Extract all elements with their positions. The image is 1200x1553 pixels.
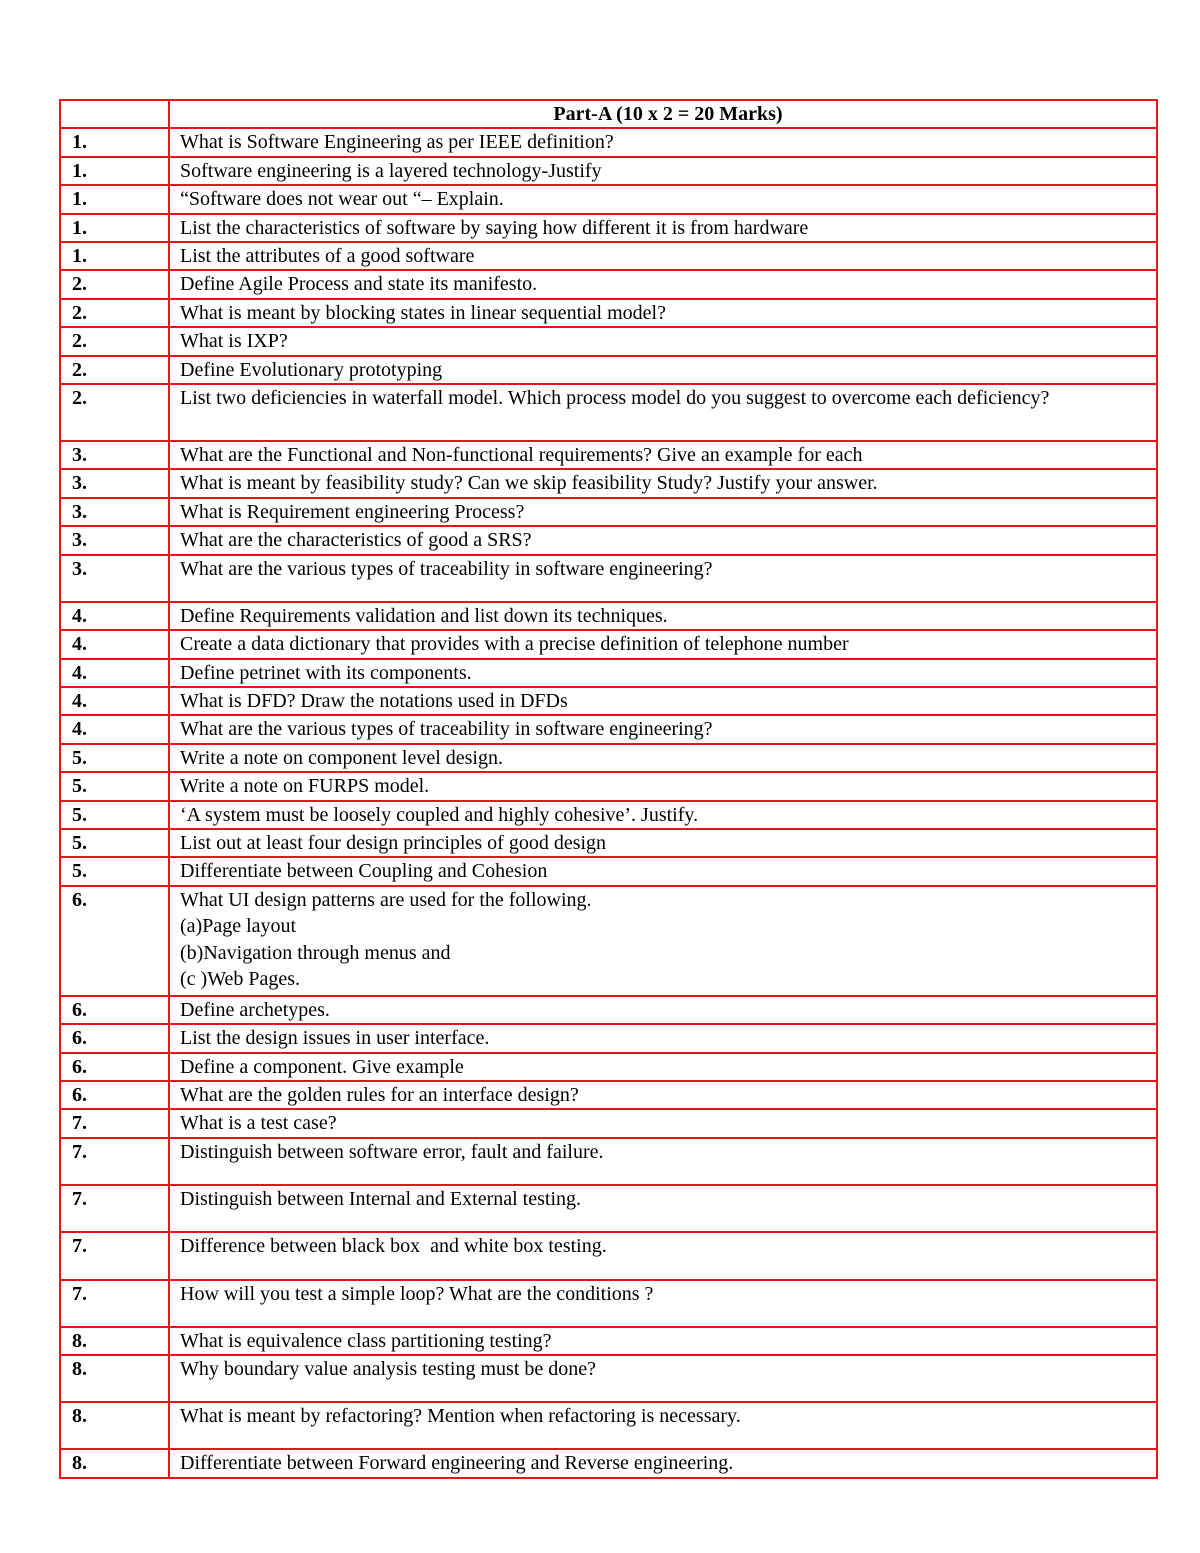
question-text: Differentiate between Forward engineering and Reverse engineering. <box>169 1449 1157 1477</box>
question-text: What is DFD? Draw the notations used in DFDs <box>169 687 1157 715</box>
question-unit-number: 4. <box>60 602 169 630</box>
question-unit-number: 5. <box>60 801 169 829</box>
table-row <box>60 772 1157 800</box>
table-row <box>60 185 1157 213</box>
table-row <box>60 270 1157 298</box>
table-row <box>60 526 1157 554</box>
question-text: List the attributes of a good software <box>169 242 1157 270</box>
question-text: What UI design patterns are used for the following. (a)Page layout (b)Navigation through menus and (c )Web Pages. <box>169 886 1157 996</box>
table-row <box>60 630 1157 658</box>
question-unit-number: 6. <box>60 1053 169 1081</box>
table-row <box>60 157 1157 185</box>
table-row <box>60 715 1157 743</box>
question-text: List the characteristics of software by saying how different it is from hardware <box>169 214 1157 242</box>
question-unit-number: 8. <box>60 1449 169 1477</box>
table-row <box>60 744 1157 772</box>
table-row <box>60 469 1157 497</box>
question-unit-number: 4. <box>60 715 169 743</box>
question-table-body <box>60 100 1157 1478</box>
table-row <box>60 829 1157 857</box>
question-text: What is meant by blocking states in linear sequential model? <box>169 299 1157 327</box>
question-text: Define archetypes. <box>169 996 1157 1024</box>
table-row <box>60 687 1157 715</box>
question-text: Write a note on component level design. <box>169 744 1157 772</box>
question-unit-number: 2. <box>60 384 169 441</box>
table-row <box>60 555 1157 602</box>
header-empty-cell <box>60 100 169 128</box>
question-unit-number: 2. <box>60 270 169 298</box>
question-unit-number: 1. <box>60 242 169 270</box>
question-unit-number: 7. <box>60 1232 169 1280</box>
question-unit-number: 6. <box>60 1024 169 1052</box>
question-unit-number: 3. <box>60 469 169 497</box>
question-text: What is a test case? <box>169 1109 1157 1137</box>
question-text: What are the various types of traceability in software engineering? <box>169 715 1157 743</box>
question-text: Create a data dictionary that provides with a precise definition of telephone number <box>169 630 1157 658</box>
question-text: How will you test a simple loop? What are the conditions ? <box>169 1280 1157 1327</box>
question-text: List out at least four design principles of good design <box>169 829 1157 857</box>
question-text: What is Requirement engineering Process? <box>169 498 1157 526</box>
table-row <box>60 214 1157 242</box>
question-unit-number: 4. <box>60 659 169 687</box>
question-text: What is Software Engineering as per IEEE definition? <box>169 128 1157 156</box>
table-row <box>60 857 1157 885</box>
question-unit-number: 3. <box>60 555 169 602</box>
question-text: Define petrinet with its components. <box>169 659 1157 687</box>
question-table <box>59 99 1158 1479</box>
question-unit-number: 6. <box>60 1081 169 1109</box>
table-row <box>60 327 1157 355</box>
table-row <box>60 299 1157 327</box>
table-row <box>60 1053 1157 1081</box>
table-row <box>60 1402 1157 1449</box>
question-unit-number: 8. <box>60 1355 169 1402</box>
question-unit-number: 1. <box>60 185 169 213</box>
question-text: What are the various types of traceability in software engineering? <box>169 555 1157 602</box>
table-header-row <box>60 100 1157 128</box>
table-row <box>60 1138 1157 1185</box>
question-text: Distinguish between Internal and External testing. <box>169 1185 1157 1232</box>
question-text: Differentiate between Coupling and Cohesion <box>169 857 1157 885</box>
question-text: Define Agile Process and state its manifesto. <box>169 270 1157 298</box>
question-text: What are the Functional and Non-functional requirements? Give an example for each <box>169 441 1157 469</box>
question-unit-number: 6. <box>60 886 169 996</box>
table-row <box>60 1024 1157 1052</box>
table-row <box>60 1109 1157 1137</box>
question-unit-number: 1. <box>60 214 169 242</box>
question-unit-number: 3. <box>60 526 169 554</box>
question-unit-number: 3. <box>60 498 169 526</box>
question-text: What is meant by feasibility study? Can we skip feasibility Study? Justify your answer. <box>169 469 1157 497</box>
question-unit-number: 2. <box>60 299 169 327</box>
table-row <box>60 1449 1157 1477</box>
question-unit-number: 8. <box>60 1402 169 1449</box>
table-row <box>60 886 1157 996</box>
question-text: Software engineering is a layered technology-Justify <box>169 157 1157 185</box>
question-unit-number: 1. <box>60 157 169 185</box>
question-unit-number: 5. <box>60 744 169 772</box>
table-row <box>60 1280 1157 1327</box>
table-row <box>60 384 1157 441</box>
table-row <box>60 996 1157 1024</box>
question-unit-number: 7. <box>60 1138 169 1185</box>
table-row <box>60 1355 1157 1402</box>
question-unit-number: 5. <box>60 772 169 800</box>
question-unit-number: 7. <box>60 1109 169 1137</box>
table-row <box>60 801 1157 829</box>
question-text: Difference between black box and white box testing. <box>169 1232 1157 1280</box>
question-text: What are the golden rules for an interface design? <box>169 1081 1157 1109</box>
table-row <box>60 356 1157 384</box>
table-row <box>60 498 1157 526</box>
question-text: What is IXP? <box>169 327 1157 355</box>
question-text: Why boundary value analysis testing must be done? <box>169 1355 1157 1402</box>
question-text: ‘A system must be loosely coupled and highly cohesive’. Justify. <box>169 801 1157 829</box>
question-text: What is meant by refactoring? Mention when refactoring is necessary. <box>169 1402 1157 1449</box>
table-row <box>60 1327 1157 1355</box>
table-row <box>60 441 1157 469</box>
question-unit-number: 6. <box>60 996 169 1024</box>
question-text: “Software does not wear out “– Explain. <box>169 185 1157 213</box>
question-unit-number: 7. <box>60 1280 169 1327</box>
question-text: List the design issues in user interface. <box>169 1024 1157 1052</box>
table-row <box>60 659 1157 687</box>
question-unit-number: 4. <box>60 630 169 658</box>
table-row <box>60 1081 1157 1109</box>
question-unit-number: 4. <box>60 687 169 715</box>
question-text: List two deficiencies in waterfall model. Which process model do you suggest to overcome each deficiency? <box>169 384 1157 441</box>
question-unit-number: 3. <box>60 441 169 469</box>
question-unit-number: 5. <box>60 857 169 885</box>
question-text: Define a component. Give example <box>169 1053 1157 1081</box>
table-row <box>60 1185 1157 1232</box>
question-text: What are the characteristics of good a SRS? <box>169 526 1157 554</box>
table-row <box>60 128 1157 156</box>
question-text: Define Requirements validation and list down its techniques. <box>169 602 1157 630</box>
question-text: What is equivalence class partitioning testing? <box>169 1327 1157 1355</box>
table-row <box>60 1232 1157 1280</box>
question-unit-number: 7. <box>60 1185 169 1232</box>
question-text: Distinguish between software error, fault and failure. <box>169 1138 1157 1185</box>
question-text: Define Evolutionary prototyping <box>169 356 1157 384</box>
question-unit-number: 1. <box>60 128 169 156</box>
table-row <box>60 602 1157 630</box>
question-unit-number: 2. <box>60 327 169 355</box>
question-text: Write a note on FURPS model. <box>169 772 1157 800</box>
part-title: Part-A (10 x 2 = 20 Marks) <box>169 100 1157 128</box>
table-row <box>60 242 1157 270</box>
question-unit-number: 5. <box>60 829 169 857</box>
question-unit-number: 2. <box>60 356 169 384</box>
question-unit-number: 8. <box>60 1327 169 1355</box>
